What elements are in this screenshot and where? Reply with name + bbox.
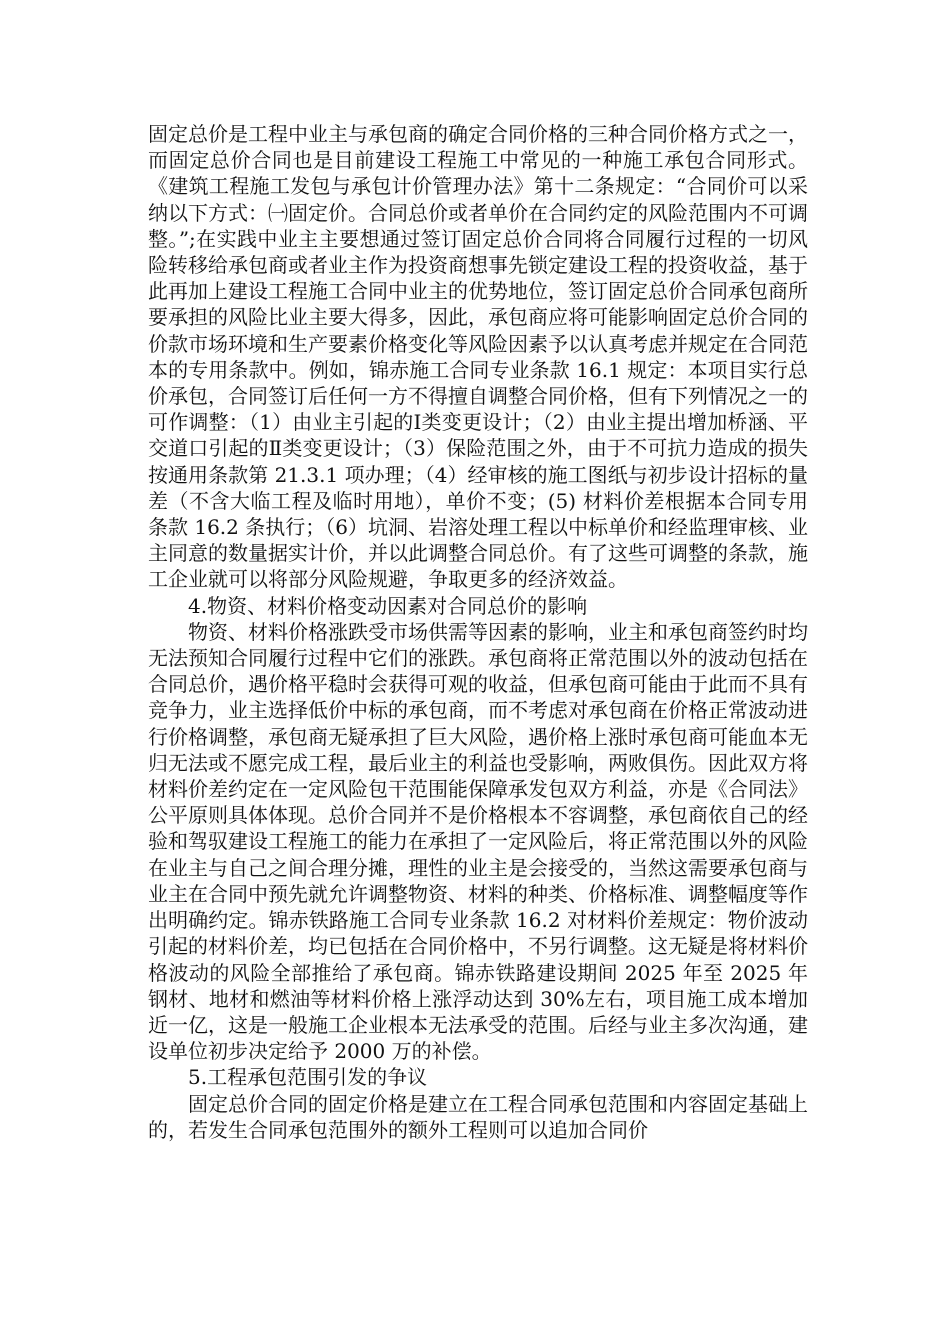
body-paragraph-3: 固定总价合同的固定价格是建立在工程合同承包范围和内容固定基础上的，若发生合同承包范围外的额外工程则可以追加合同价	[148, 1091, 808, 1142]
body-paragraph-2: 物资、材料价格涨跌受市场供需等因素的影响，业主和承包商签约时均无法预知合同履行过程中它们的涨跌。承包商将正常范围以外的波动包括在合同总价，遇价格平稳时会获得可观的收益，但承包商可能由于此而不具有竞争力，业主选择低价中标的承包商，而不考虑对承包商在价格正常波动进行价格调整，承包商无疑承担了巨大风险，遇价格上涨时承包商可能血本无归无法或不愿完成工程，最后业主的利益也受影响，两败俱伤。因此双方将材料价差约定在一定风险包干范围能保障承发包双方利益，亦是《合同法》公平原则具体体现。总价合同并不是价格根本不容调整，承包商依自己的经验和驾驭建设工程施工的能力在承担了一定风险后，将正常范围以外的风险在业主与自己之间合理分摊，理性的业主是会接受的，当然这需要承包商与业主在合同中预先就允许调整物资、材料的种类、价格标准、调整幅度等作出明确约定。锦赤铁路施工合同专业条款 16.2 对材料价差规定：物价波动引起的材料价差，均已包括在合同价格中，不另行调整。这无疑是将材料价格波动的风险全部推给了承包商。锦赤铁路建设期间 2025 年至 2025 年钢材、地材和燃油等材料价格上涨浮动达到 30%左右，项目施工成本增加近一亿，这是一般施工企业根本无法承受的范围。后经与业主多次沟通，建设单位初步决定给予 2000 万的补偿。	[148, 619, 808, 1064]
section-heading-4: 4.物资、材料价格变动因素对合同总价的影响	[188, 593, 588, 618]
document-page	[148, 121, 808, 1143]
section-heading-5: 5.工程承包范围引发的争议	[188, 1065, 428, 1090]
body-paragraph-1: 固定总价是工程中业主与承包商的确定合同价格的三种合同价格方式之一，而固定总价合同也是目前建设工程施工中常见的一种施工承包合同形式。《建筑工程施工发包与承包计价管理办法》第十二条规定：“合同价可以采纳以下方式：㈠固定价。合同总价或者单价在合同约定的风险范围内不可调整。”;在实践中业主主要想通过签订固定总价合同将合同履行过程的一切风险转移给承包商或者业主作为投资商想事先锁定建设工程的投资收益，基于此再加上建设工程施工合同中业主的优势地位，签订固定总价合同承包商所要承担的风险比业主要大得多，因此，承包商应将可能影响固定总价合同的价款市场环境和生产要素价格变化等风险因素予以认真考虑并规定在合同范本的专用条款中。例如，锦赤施工合同专业条款 16.1 规定：本项目实行总价承包，合同签订后任何一方不得擅自调整合同价格，但有下列情况之一的可作调整：（1）由业主引起的Ⅰ类变更设计；（2）由业主提出增加桥涵、平交道口引起的Ⅱ类变更设计；（3）保险范围之外，由于不可抗力造成的损失按通用条款第 21.3.1 项办理；（4）经审核的施工图纸与初步设计招标的量差（不含大临工程及临时用地），单价不变；(5) 材料价差根据本合同专用条款 16.2 条执行；（6）坑洞、岩溶处理工程以中标单价和经监理审核、业主同意的数量据实计价，并以此调整合同总价。有了这些可调整的条款，施工企业就可以将部分风险规避，争取更多的经济效益。	[148, 122, 808, 592]
